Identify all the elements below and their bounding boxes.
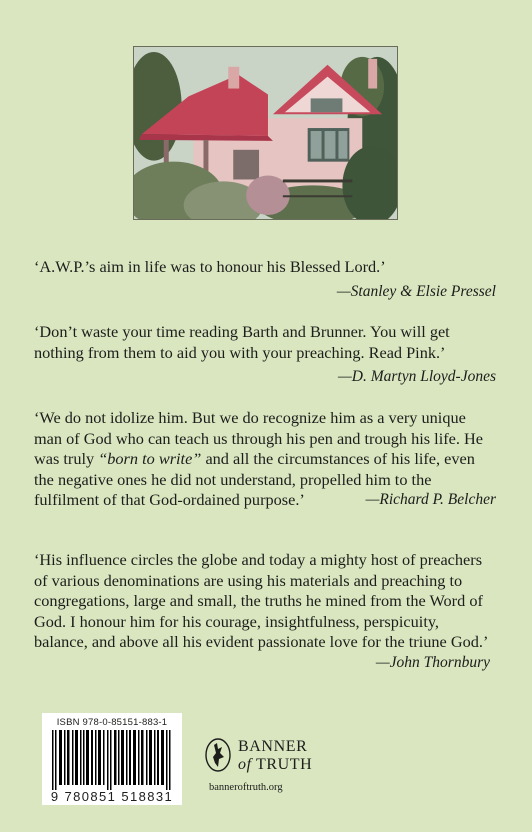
quote-belcher [34, 408, 496, 511]
quote-thornbury [34, 550, 496, 673]
quote-attribution: —Richard P. Belcher [365, 491, 496, 508]
quote-attribution: —D. Martyn Lloyd-Jones [338, 368, 496, 385]
isbn-digits: 9 780851 518831 [50, 789, 174, 804]
quote-text-end: and all the circumstances of his life, even the negative ones he did not understand, propelled him to the fulfilment of that God-ordained purpose.’ [34, 449, 475, 509]
isbn-label: ISBN 978-0-85151-883-1 [56, 717, 168, 728]
quote-attribution: —Stanley & Elsie Pressel [336, 282, 496, 300]
house-photo-icon [134, 47, 397, 219]
isbn-barcode [42, 713, 182, 805]
cover-photo [133, 46, 398, 220]
quote-lloyd-jones [34, 322, 496, 388]
publisher-url: banneroftruth.org [209, 782, 283, 793]
publisher-name-line1: BANNER [238, 738, 308, 755]
quote-text: ‘A.W.P.’s aim in life was to honour his Blessed Lord.’ [34, 257, 386, 276]
barcode-icon [48, 730, 178, 790]
publisher-of: of [238, 756, 252, 773]
quote-pressel [34, 257, 496, 302]
quote-text [34, 408, 496, 511]
publisher-logo [204, 737, 324, 797]
banner-emblem-icon [204, 737, 232, 773]
quote-emphasis: “born to write” [98, 449, 202, 468]
quote-text-start: ‘We do not idolize him. But we do recognize him as a very unique man of God who can teach us through his pen and trough his life. He was truly [34, 408, 483, 468]
publisher-name-line2 [238, 756, 312, 774]
publisher-truth: TRUTH [255, 756, 313, 773]
quote-attribution: —John Thornbury [375, 653, 490, 671]
quote-text: ‘His influence circles the globe and today a mighty host of preachers of various denominations are using his materials and preaching to congregations, large and small, the truths he mined from the Word of God. I honour him for his courage, insightfulness, perspicuity, balance, and above all his evident passionate love for the triune God.’ [34, 550, 489, 651]
quote-text: ‘Don’t waste your time reading Barth and Brunner. You will get nothing from them to aid you with your preaching. Read Pink.’ [34, 322, 450, 362]
